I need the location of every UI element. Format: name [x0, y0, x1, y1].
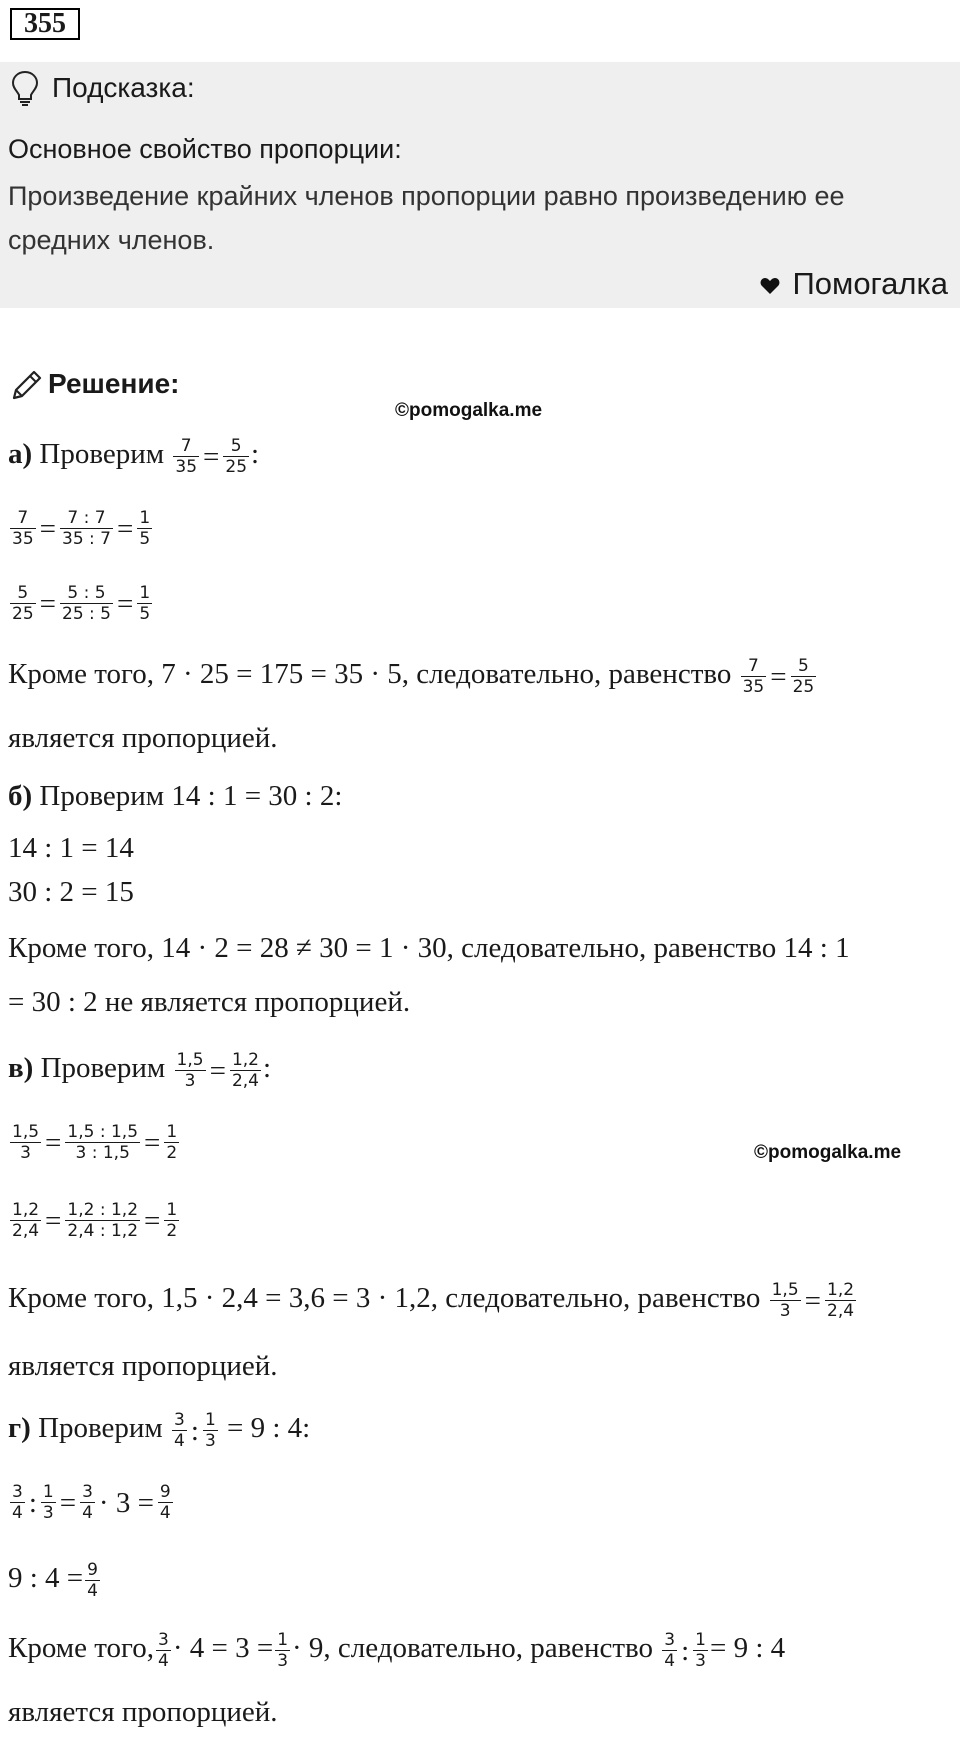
part-a-conclusion: Кроме того, 7 · 25 = 175 = 35 · 5, следовательно, равенство $\frac{7}{35}$ = $\frac{5}{25}$ [8, 656, 815, 697]
part-d-line1: $\frac{3}{4}$ : $\frac{1}{3}$ = $\frac{3}{4}$ · 3 = $\frac{9}{4}$ [12, 1482, 171, 1523]
fraction: $\frac{3}{4}$ [12, 1482, 23, 1523]
fraction: $\frac{1}{5}$ [139, 508, 151, 549]
fraction: $\frac{1,5 : 1,5}{3 : 1,5}$ [67, 1122, 139, 1163]
fraction: $\frac{5}{25}$ [792, 656, 815, 697]
task-number: 355 [10, 8, 80, 40]
part-d-check: г) Проверим $\frac{3}{4}$ : $\frac{1}{3}$ = 9 : 4: [8, 1410, 311, 1451]
part-a-line2: $\frac{5}{25}$ = $\frac{5 : 5}{25 : 5}$ = $\frac{1}{5}$ [12, 583, 151, 624]
part-b-check: б) Проверим 14 : 1 = 30 : 2: [8, 780, 343, 812]
fraction: $\frac{3}{4}$ [157, 1630, 169, 1671]
part-label: а) [8, 438, 33, 471]
hint-title: Подсказка: [52, 72, 195, 103]
fraction: $\frac{1}{3}$ [204, 1410, 216, 1451]
part-label: в) [8, 1052, 34, 1085]
fraction: $\frac{1,2}{2,4}$ [12, 1200, 40, 1241]
fraction: $\frac{7 : 7}{35 : 7}$ [62, 508, 111, 549]
fraction: $\frac{1,5}{3}$ [176, 1050, 204, 1091]
fraction: $\frac{1,5}{3}$ [12, 1122, 40, 1163]
lightbulb-icon [10, 70, 40, 106]
part-c-conclusion-tail: является пропорцией. [8, 1350, 278, 1382]
hint-body: Произведение крайних членов пропорции равно произведению ее средних членов. [8, 181, 845, 255]
part-b-conclusion: Кроме того, 14 · 2 = 28 ≠ 30 = 1 · 30, следовательно, равенство 14 : 1 [8, 932, 850, 964]
part-label: г) [8, 1412, 31, 1445]
part-a-line1: $\frac{7}{35}$ = $\frac{7 : 7}{35 : 7}$ = $\frac{1}{5}$ [12, 508, 151, 549]
part-c-check: в) Проверим $\frac{1,5}{3}$ = $\frac{1,2}{2,4}$ : [8, 1050, 272, 1091]
part-c-line2: $\frac{1,2}{2,4}$ = $\frac{1,2 : 1,2}{2,4 : 1,2}$ = $\frac{1}{2}$ [12, 1200, 178, 1241]
brand-text: Помогалка [792, 266, 948, 301]
part-c-line1: $\frac{1,5}{3}$ = $\frac{1,5 : 1,5}{3 : 1,5}$ = $\frac{1}{2}$ [12, 1122, 178, 1163]
solution-heading: Решение: [48, 368, 180, 399]
fraction: $\frac{1,2 : 1,2}{2,4 : 1,2}$ [67, 1200, 139, 1241]
fraction: $\frac{1}{3}$ [277, 1630, 289, 1671]
fraction: $\frac{1,5}{3}$ [771, 1280, 799, 1321]
pencil-icon [10, 368, 44, 402]
heart-icon [760, 277, 780, 295]
part-b-line2: 30 : 2 = 15 [8, 876, 134, 908]
fraction: $\frac{7}{35}$ [12, 508, 34, 549]
fraction: $\frac{5}{25}$ [12, 583, 34, 624]
fraction: $\frac{9}{4}$ [87, 1560, 98, 1601]
part-d-conclusion-tail: является пропорцией. [8, 1696, 278, 1728]
fraction: $\frac{7}{35}$ [742, 656, 765, 697]
fraction: $\frac{9}{4}$ [159, 1482, 171, 1523]
fraction: $\frac{1}{3}$ [695, 1630, 706, 1671]
fraction: $\frac{1,2}{2,4}$ [827, 1280, 855, 1321]
watermark: ©pomogalka.me [395, 400, 543, 421]
fraction: $\frac{1}{2}$ [166, 1200, 178, 1241]
part-d-line2: 9 : 4 = $\frac{9}{4}$ [8, 1560, 98, 1601]
part-label: б) [8, 780, 33, 812]
fraction: $\frac{5}{25}$ [225, 436, 248, 477]
part-b-line1: 14 : 1 = 14 [8, 832, 134, 864]
brand-label [760, 266, 948, 302]
fraction: $\frac{1,2}{2,4}$ [231, 1050, 259, 1091]
part-a-check: а) Проверим $\frac{7}{35}$ = $\frac{5}{25}$ : [8, 436, 260, 477]
hint-subtitle: Основное свойство пропорции: [8, 134, 402, 164]
fraction: $\frac{3}{4}$ [664, 1630, 676, 1671]
part-a-conclusion-tail: является пропорцией. [8, 722, 278, 754]
fraction: $\frac{1}{2}$ [166, 1122, 178, 1163]
part-b-conclusion-tail: = 30 : 2 не является пропорцией. [8, 986, 411, 1018]
check-word: Проверим [39, 438, 165, 471]
watermark: ©pomogalka.me [754, 1142, 902, 1163]
fraction: $\frac{1}{3}$ [42, 1482, 54, 1523]
fraction: $\frac{7}{35}$ [175, 436, 198, 477]
fraction: $\frac{5 : 5}{25 : 5}$ [62, 583, 111, 624]
part-c-conclusion: Кроме того, 1,5 · 2,4 = 3,6 = 3 · 1,2, следовательно, равенство $\frac{1,5}{3}$ = $\frac{1,2}{2,4}$ [8, 1280, 855, 1321]
part-d-conclusion: Кроме того, $\frac{3}{4}$ · 4 = 3 = $\frac{1}{3}$ · 9, следовательно, равенство $\frac{3}{4}$ : $\frac{1}{3}$ = 9 : 4 [8, 1630, 786, 1671]
fraction: $\frac{3}{4}$ [174, 1410, 185, 1451]
fraction: $\frac{1}{5}$ [139, 583, 151, 624]
fraction: $\frac{3}{4}$ [82, 1482, 93, 1523]
